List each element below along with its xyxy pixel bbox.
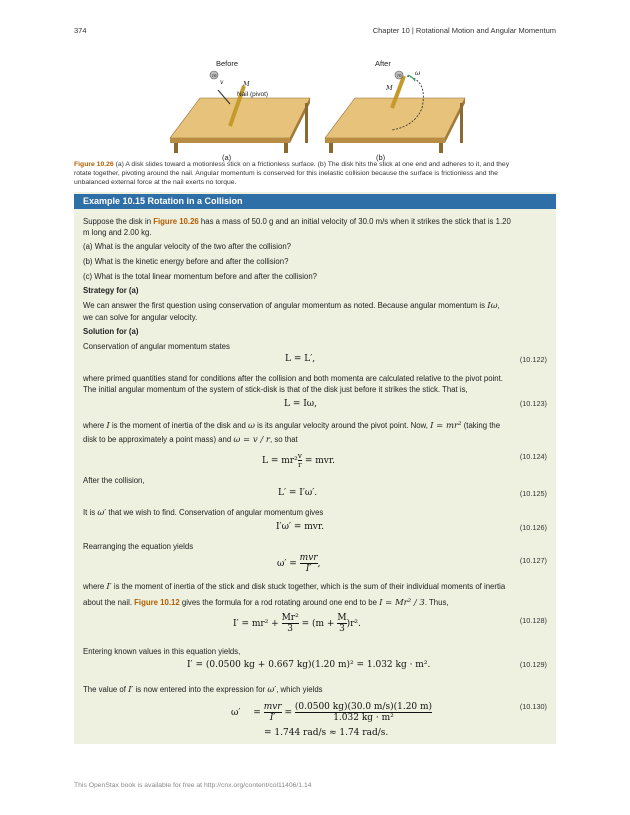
eq124-frac-top: v xyxy=(297,451,302,460)
figure-10-26 xyxy=(160,58,480,162)
where3-b: is the moment of inertia of the stick and disk stuck together, which is the sum of their individual moments of inertia xyxy=(113,582,506,591)
figure-link-10-26[interactable]: Figure 10.26 xyxy=(153,217,199,226)
math-omega-v-r: ω = v / r xyxy=(233,435,270,445)
eq-number-10-128: (10.128) xyxy=(519,616,547,625)
math-omega-prime: ω′ xyxy=(97,508,107,518)
itis-a: It is xyxy=(83,508,96,517)
equation-10-130-line2: = 1.744 rad/s ≈ 1.74 rad/s. xyxy=(264,728,389,738)
eq-number-10-129: (10.129) xyxy=(519,660,547,669)
eq130-lhs: ω′ xyxy=(231,708,241,718)
eq128-lhs: I′ = mr² + xyxy=(233,619,279,629)
eq-number-10-130: (10.130) xyxy=(519,702,547,711)
strategy-a: We can answer the first question using conservation of angular momentum as noted. Because angular momentum is xyxy=(83,301,486,310)
page-number: 374 xyxy=(74,26,87,35)
equation-10-123: L = Iω, xyxy=(284,399,317,409)
label-panel-a: (a) xyxy=(222,153,232,162)
eq-number-10-124: (10.124) xyxy=(519,452,547,461)
eq127-end: , xyxy=(317,559,321,569)
label-M-after: M xyxy=(386,84,393,92)
math-omega: ω xyxy=(248,421,255,431)
eq130-bottom: I′ xyxy=(269,713,276,723)
label-m-after: m xyxy=(397,73,402,79)
table-after xyxy=(325,71,465,153)
figure-link-10-12[interactable]: Figure 10.12 xyxy=(134,598,180,607)
it-is-text xyxy=(83,507,549,519)
eq128-bottom2: 3 xyxy=(339,624,345,634)
eq130-bottom2: 1.032 kg · m² xyxy=(333,713,394,723)
equation-10-130-line1 xyxy=(231,702,432,723)
math-I: I xyxy=(106,421,110,431)
eq130-top2: (0.0500 kg)(30.0 m/s)(1.20 m) xyxy=(294,702,433,712)
where4-c: . Thus, xyxy=(424,598,449,607)
where2-a: disk to be approximately a point mass) and xyxy=(83,435,232,444)
equation-10-129: I′ = (0.0500 kg + 0.667 kg)(1.20 m)² = 1.032 kg · m². xyxy=(187,660,431,670)
caption-label: Figure 10.26 xyxy=(74,161,114,168)
label-before: Before xyxy=(216,59,239,68)
entering-text: Entering known values in this equation yields, xyxy=(83,647,241,656)
eq128-top: Mr² xyxy=(281,613,299,623)
solution-heading: Solution for (a) xyxy=(83,327,139,336)
primed-text xyxy=(83,373,549,395)
value-a: The value of xyxy=(83,685,126,694)
math-I-omega: Iω xyxy=(487,301,498,311)
math-rod-inertia: I = Mr² / 3 xyxy=(379,598,425,608)
where1-d: (taking the xyxy=(463,421,501,430)
chapter-title: Chapter 10 | Rotational Motion and Angular Momentum xyxy=(372,26,556,35)
equation-10-127 xyxy=(277,553,320,574)
question-b: (b) What is the kinetic energy before and after the collision? xyxy=(83,257,289,266)
eq-number-10-122: (10.122) xyxy=(519,355,547,364)
eq124-frac-bottom: r xyxy=(298,460,302,469)
eq124-rhs: = mvr. xyxy=(304,456,336,466)
where2-b: , so that xyxy=(269,435,298,444)
question-c: (c) What is the total linear momentum before and after the collision? xyxy=(83,272,318,281)
eq127-lhs: ω′ = xyxy=(277,559,297,569)
eq128-top2: M xyxy=(337,613,347,623)
strategy-b: we can solve for angular velocity. xyxy=(83,313,198,322)
caption-line1: (a) A disk slides toward a motionless stick on a frictionless surface. (b) The disk hits the stick at one end and adheres to it, and they xyxy=(115,161,510,168)
eq130-eq: = xyxy=(253,708,261,718)
intro-b: has a mass of 50.0 g and an initial velocity of 30.0 m/s when it strikes the stick that is 1.20 xyxy=(200,217,511,226)
value-c: , which yields xyxy=(276,685,323,694)
equation-10-124 xyxy=(262,452,335,469)
where1-b: is the moment of inertia of the disk and xyxy=(111,421,246,430)
itis-b: that we wish to find. Conservation of angular momentum gives xyxy=(108,508,324,517)
primed-a: where primed quantities stand for conditions after the collision and both momenta are calculated relative to the pivot point. xyxy=(83,374,503,383)
math-I-prime: I′ xyxy=(106,582,112,592)
label-m-before: m xyxy=(212,73,217,79)
math-omega-prime-2: ω′ xyxy=(267,685,277,695)
eq127-bottom: I′ xyxy=(305,564,312,574)
eq130-eq2: = xyxy=(284,708,293,718)
eq-number-10-126: (10.126) xyxy=(519,523,547,532)
where1-c: is its angular velocity around the pivot point. Now, xyxy=(257,421,428,430)
label-after: After xyxy=(375,59,391,68)
equation-10-125: L′ = I′ω′. xyxy=(278,488,318,498)
value-b: is now entered into the expression for xyxy=(135,685,266,694)
label-v: v xyxy=(220,79,224,86)
eq-number-10-125: (10.125) xyxy=(519,489,547,498)
table-before xyxy=(170,71,310,153)
footer-note: This OpenStax book is available for free at http://cnx.org/content/col11406/1.14 xyxy=(74,782,312,789)
eq128-mid: = (m + xyxy=(301,619,335,629)
primed-b: The initial angular momentum of the system of stick-disk is that of the disk just before it strikes the stick. That is, xyxy=(83,385,468,394)
math-I-prime-2: I′ xyxy=(128,685,134,695)
rearranging-text: Rearranging the equation yields xyxy=(83,542,194,551)
label-M-before: M xyxy=(243,80,250,88)
where-text-4 xyxy=(83,597,549,609)
question-a: (a) What is the angular velocity of the two after the collision? xyxy=(83,242,292,251)
where3-a: where xyxy=(83,582,105,591)
after-collision: After the collision, xyxy=(83,476,145,485)
eq-number-10-123: (10.123) xyxy=(519,399,547,408)
eq128-bottom: 3 xyxy=(287,624,294,634)
label-panel-b: (b) xyxy=(376,153,386,162)
strategy-heading: Strategy for (a) xyxy=(83,286,139,295)
equation-10-128 xyxy=(233,613,361,634)
eq128-end: )r². xyxy=(346,619,361,629)
eq124-lhs: L = mr² xyxy=(262,456,298,466)
where-text-1 xyxy=(83,420,549,432)
strategy-comma: , xyxy=(497,301,500,310)
figure-caption xyxy=(74,160,558,187)
eq130-top: mvr xyxy=(263,702,282,712)
eq-number-10-127: (10.127) xyxy=(519,556,547,565)
equation-10-126: I′ω′ = mvr. xyxy=(276,522,325,532)
example-title: Example 10.15 Rotation in a Collision xyxy=(74,194,556,209)
intro-text xyxy=(83,216,549,238)
where-text-3 xyxy=(83,581,549,593)
label-nail: Nail (pivot) xyxy=(237,91,269,98)
caption-line3: unbalanced external force at the nail exerts no torque. xyxy=(74,179,237,186)
math-I-mr2: I = mr² xyxy=(430,421,462,431)
eq127-top: mvr xyxy=(299,553,318,563)
intro-c: m long and 2.00 kg. xyxy=(83,228,152,237)
strategy-text xyxy=(83,300,549,323)
where4-a: about the nail. xyxy=(83,598,132,607)
where4-b: gives the formula for a rod rotating around one end to be xyxy=(181,598,377,607)
where-text-2 xyxy=(83,434,549,446)
caption-line2: rotate together, pivoting around the nail. Angular momentum is conserved for this inelastic collision because the surface is frictionless and the xyxy=(74,170,498,177)
equation-10-122: L = L′, xyxy=(285,354,316,364)
conservation-states: Conservation of angular momentum states xyxy=(83,342,230,351)
value-text xyxy=(83,684,549,696)
label-omega: ω xyxy=(415,69,421,77)
intro-a: Suppose the disk in xyxy=(83,217,152,226)
where1-a: where xyxy=(83,421,105,430)
